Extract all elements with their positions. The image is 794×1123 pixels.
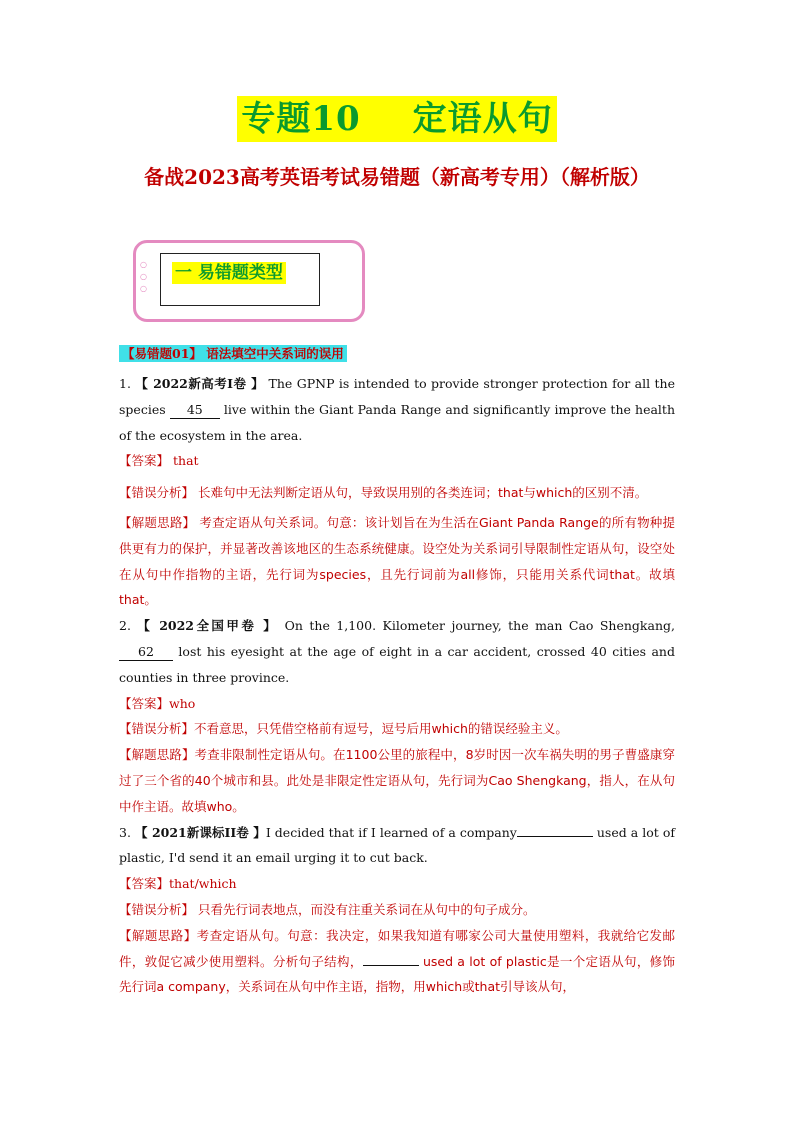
error-text: 不看意思，只凭借空格前有逗号，逗号后用which的错误经验主义。 — [194, 721, 568, 737]
question-source: 【 2022新高考I卷 】 — [135, 376, 265, 391]
answer-label: 【答案】 — [119, 453, 170, 469]
answer-label: 【答案】 — [119, 876, 170, 892]
question-stem: I decided that if I learned of a company — [265, 824, 517, 840]
question-number: 1. — [119, 376, 131, 391]
answer-line — [119, 448, 675, 474]
solution-hint — [119, 923, 675, 1000]
hint-label: 【解题思路】 — [119, 927, 197, 943]
title-part2: 定语从句 — [412, 99, 553, 139]
hint-label: 【解题思路】 — [119, 747, 195, 763]
blank-number: 45 — [170, 402, 220, 419]
error-analysis — [119, 480, 675, 506]
question-stem: lost his eyesight at the age of eight in a car accident, crossed 40 cities and counties in three province. — [119, 643, 675, 685]
hint-text: 考查定语从句关系词。句意：该计划旨在为生活在Giant Panda Range的所有物种提供更有力的保护，并显著改善该地区的生态系统健康。设空处为关系词引导限制性定语从句，设空处在从句中作指物的主语，先行词为species，且先行词前为all修饰，只能用关系代词that。故填that。 — [119, 514, 675, 608]
error-label: 【错误分析】 — [119, 901, 195, 917]
answer-value: who — [169, 695, 196, 711]
solution-hint — [119, 742, 675, 819]
answer-line — [119, 691, 675, 717]
hint-text: used a lot of plastic是一个定语从句，修饰先行词a company，关系词在从句中作主语，指物，用which或that引导该从句， — [119, 953, 675, 995]
section-heading: 【易错题01】 语法填空中关系词的误用 — [119, 345, 347, 362]
error-analysis — [119, 716, 675, 742]
blank-line — [363, 965, 419, 966]
question-source: 【 2021新课标II卷 】 — [134, 824, 266, 840]
question-1 — [119, 371, 675, 448]
error-label: 【错误分析】 — [119, 485, 195, 501]
page-title — [237, 96, 556, 142]
error-label: 【错误分析】 — [119, 721, 195, 737]
content-body — [119, 371, 675, 1000]
title-block — [0, 96, 794, 142]
error-text: 长难句中无法判断定语从句，导致误用别的各类连词；that与which的区别不清。 — [194, 485, 648, 501]
question-stem: On the 1,100. Kilometer journey, the man Cao Shengkang, — [278, 618, 675, 634]
hint-label: 【解题思路】 — [119, 514, 196, 530]
question-stem: live within the Giant Panda Range and significantly improve the health of the ecosystem in the area. — [119, 401, 675, 443]
blank-line — [517, 836, 593, 837]
section-type-label: 一 易错题类型 — [172, 262, 286, 284]
question-stem: used a lot of plastic, I'd send it an email urging it to cut back. — [119, 824, 675, 866]
question-source: 【 2022全国甲卷 】 — [137, 618, 279, 634]
page-subtitle: 备战2023高考英语考试易错题（新高考专用）（解析版） — [144, 165, 650, 189]
error-text: 只看先行词表地点，而没有注重关系词在从句中的句子成分。 — [194, 901, 536, 917]
question-number: 2. — [119, 618, 131, 634]
question-3 — [119, 820, 675, 872]
answer-line — [119, 871, 675, 897]
blank-number: 62 — [119, 644, 173, 661]
answer-value: that/which — [169, 876, 237, 892]
solution-hint — [119, 510, 675, 613]
error-analysis — [119, 897, 675, 923]
question-number: 3. — [119, 824, 131, 840]
answer-value: that — [169, 453, 199, 469]
decorative-dots-icon: ○ ○ ○ — [140, 260, 147, 293]
question-stem: The GPNP is intended to provide stronger protection for all the species — [119, 376, 675, 417]
answer-label: 【答案】 — [119, 695, 170, 711]
hint-text: 考查定语从句。句意：我决定，如果我知道有哪家公司大量使用塑料，我就给它发邮件，敦促它减少使用塑料。分析句子结构， — [119, 927, 675, 969]
question-2 — [119, 613, 675, 690]
hint-text: 考查非限制性定语从句。在1100公里的旅程中，8岁时因一次车祸失明的男子曹盛康穿过了三个省的40个城市和县。此处是非限定性定语从句，先行词为Cao Shengkang，指人，在从句中作主语。故填who。 — [119, 747, 675, 814]
title-part1: 专题10 — [241, 99, 361, 139]
